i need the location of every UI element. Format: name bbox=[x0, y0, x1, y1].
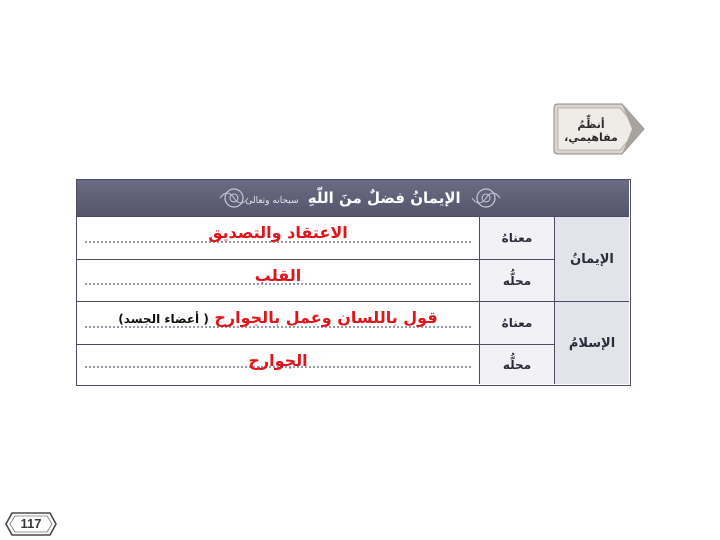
answer-text: الجوارح bbox=[248, 351, 308, 370]
row-label-place: محلُّه bbox=[479, 259, 554, 301]
section-badge bbox=[552, 100, 650, 158]
table-title-note: سبحانه وتعالى bbox=[245, 196, 299, 206]
table-header bbox=[77, 180, 629, 216]
table-title-text: الإيمانُ فضلٌ منَ اللّهِ bbox=[307, 189, 461, 207]
concept-table bbox=[76, 179, 631, 386]
answer-main: قول باللسان وعمل بالجوارح bbox=[214, 308, 438, 327]
category-cell-iman: الإيمانُ bbox=[554, 216, 629, 301]
answer-note: ( أعضاء الجسد) bbox=[118, 312, 209, 326]
table-title bbox=[77, 180, 629, 216]
page-number-frame bbox=[4, 511, 58, 537]
answer-cell bbox=[77, 344, 479, 384]
page-number: 117 bbox=[20, 516, 42, 531]
section-badge-label: أنظِّمُ مفاهيمي، bbox=[564, 118, 618, 144]
answer-cell bbox=[77, 259, 479, 301]
category-cell-islam: الإسلامُ bbox=[554, 301, 629, 384]
answer-text: الاعتقاد والتصديق bbox=[208, 223, 348, 242]
row-label-meaning: معناهُ bbox=[479, 216, 554, 259]
answer-text: القلب bbox=[254, 266, 302, 285]
answer-cell bbox=[77, 301, 479, 344]
row-label-meaning: معناهُ bbox=[479, 301, 554, 344]
answer-cell bbox=[77, 216, 479, 259]
row-label-place: محلُّه bbox=[479, 344, 554, 384]
answer-text bbox=[77, 308, 479, 327]
